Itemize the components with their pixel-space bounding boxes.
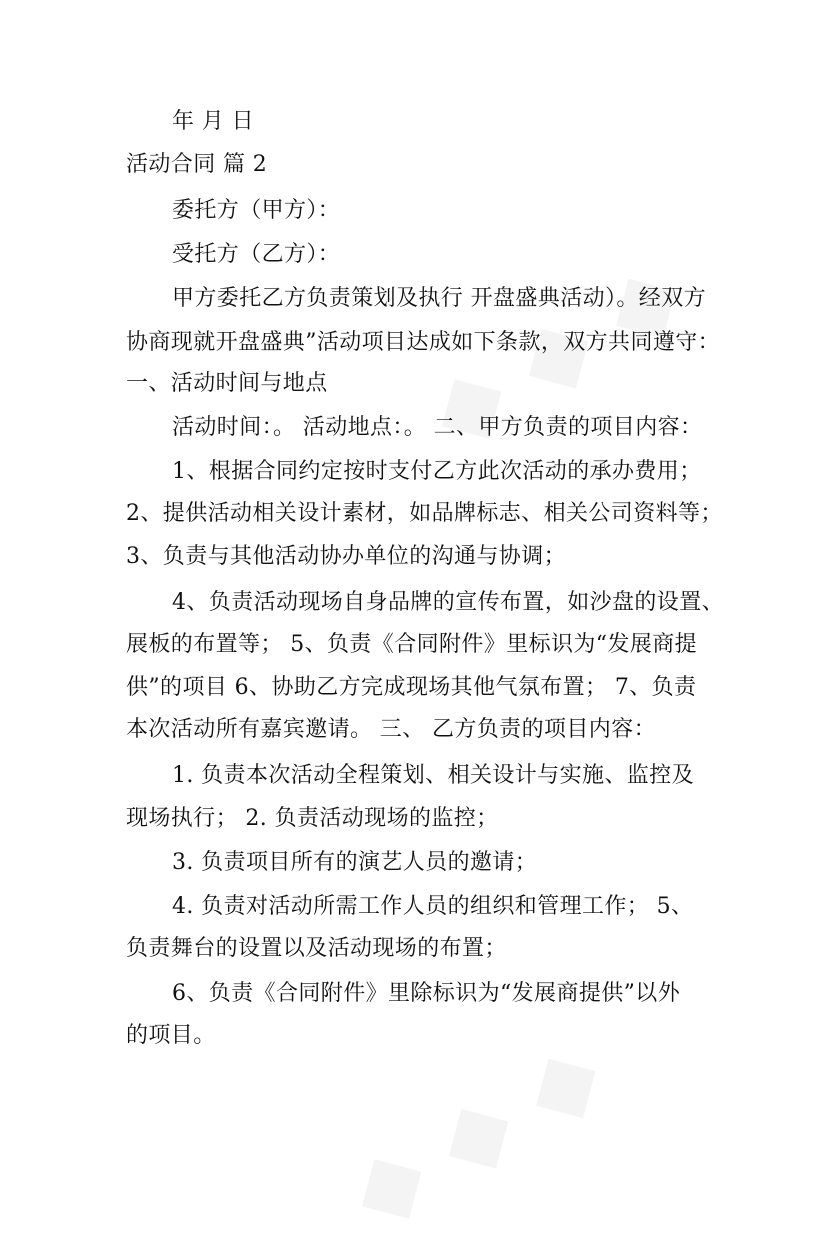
paragraph-line: 供”的项目 6、协助乙方完成现场其他气氛布置； 7、负责 <box>126 675 697 700</box>
party-b-line: 受托方（乙方）： <box>172 242 341 267</box>
paragraph-line: 活动时间：。 活动地点：。 二、甲方负责的项目内容： <box>172 415 703 440</box>
list-item: 6、负责《合同附件》里除标识为“发展商提供”以外 <box>172 981 681 1006</box>
section-heading: 一、活动时间与地点 <box>126 371 328 396</box>
contract-title: 活动合同 篇 2 <box>126 152 268 177</box>
list-item: 2、提供活动相关设计素材，如品牌标志、相关公司资料等； <box>126 501 723 526</box>
paragraph-line: 本次活动所有嘉宾邀请。 三、 乙方负责的项目内容： <box>126 717 656 742</box>
list-item: 3. 负责项目所有的演艺人员的邀请； <box>172 850 538 875</box>
date-line: 年 月 日 <box>172 109 254 134</box>
paragraph-line: 现场执行； 2. 负责活动现场的监控； <box>126 806 499 831</box>
list-item: 1. 负责本次活动全程策划、相关设计与实施、监控及 <box>172 763 694 788</box>
list-item: 4. 负责对活动所需工作人员的组织和管理工作； 5、 <box>172 894 694 919</box>
paragraph-line: 协商现就开盘盛典”活动项目达成如下条款，双方共同遵守： <box>126 330 721 355</box>
list-item: 3、负责与其他活动协办单位的沟通与协调； <box>126 544 566 569</box>
paragraph-line: 的项目。 <box>126 1023 216 1048</box>
paragraph-line: 展板的布置等； 5、负责《合同附件》里标识为“发展商提 <box>126 632 698 657</box>
watermark-mark <box>332 1019 619 1245</box>
paragraph-line: 负责舞台的设置以及活动现场的布置； <box>126 936 507 961</box>
paragraph-line: 甲方委托乙方负责策划及执行 开盘盛典活动）。经双方 <box>172 286 706 311</box>
list-item: 4、负责活动现场自身品牌的宣传布置，如沙盘的设置、 <box>172 590 724 615</box>
party-a-line: 委托方（甲方）： <box>172 198 341 223</box>
list-item: 1、根据合同约定按时支付乙方此次活动的承办费用； <box>172 459 702 484</box>
